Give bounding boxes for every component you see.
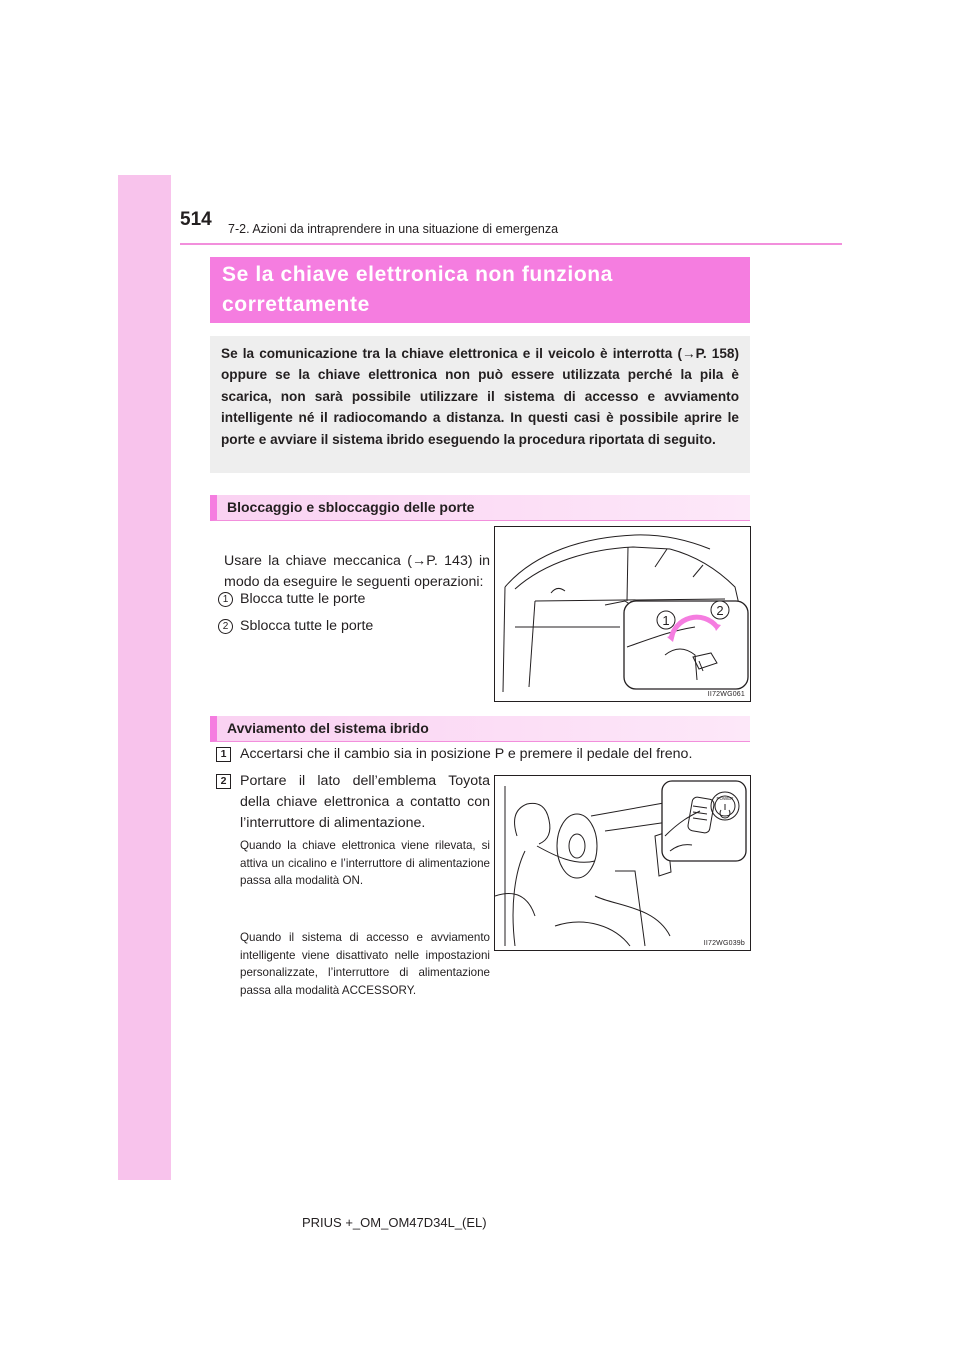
power-switch-illustration	[494, 775, 751, 951]
step-2-text: Portare il lato dell’emblema Toyota della chiave elettronica a contatto con l’interruttore di alimentazione.	[240, 773, 490, 831]
door-key-illustration	[494, 526, 751, 702]
item-label-unlock: Sblocca tutte le porte	[240, 618, 374, 634]
step-1-text: Accertarsi che il cambio sia in posizione P e premere il pedale del freno.	[240, 746, 693, 762]
footer-document-code: PRIUS +_OM_OM47D34L_(EL)	[302, 1215, 487, 1230]
callout-2: 2	[716, 603, 724, 618]
step-number-2: 2	[216, 774, 231, 789]
page-title-line-2: correttamente	[222, 293, 370, 316]
page-title-line-1: Se la chiave elettronica non funziona	[222, 263, 613, 286]
figure-code-starting: II72WG039b	[703, 940, 745, 947]
intro-box	[210, 336, 750, 473]
item-number-2: 2	[218, 619, 233, 634]
step-number-1: 1	[216, 747, 231, 762]
section-title: 7-2. Azioni da intraprendere in una situazione di emergenza	[228, 222, 559, 236]
chapter-side-tab	[118, 175, 171, 1180]
callout-1: 1	[662, 613, 670, 628]
starting-heading: Avviamento del sistema ibrido	[210, 716, 750, 742]
page-title	[210, 257, 750, 323]
car-door-drawing	[495, 527, 750, 701]
page-number: 514	[180, 209, 212, 230]
note-on-mode: Quando la chiave elettronica viene rilevata, si attiva un cicalino e l’interruttore di alimentazione passa alla modalità ON.	[240, 839, 490, 888]
power-switch-label: POWER	[716, 796, 734, 801]
locking-text: Usare la chiave meccanica (→P. 143) in modo da eseguire le seguenti operazioni:	[224, 553, 490, 590]
item-label-lock: Blocca tutte le porte	[240, 591, 366, 607]
item-number-1: 1	[218, 592, 233, 607]
locking-heading: Bloccaggio e sbloccaggio delle porte	[210, 495, 750, 521]
note-accessory-mode: Quando il sistema di accesso e avviamento intelligente viene disattivato nelle impostazioni personalizzate, l’interruttore di alimentazione passa alla modalità ACCESSORY.	[240, 931, 490, 997]
figure-code-locking: II72WG061	[707, 691, 745, 698]
header-rule	[180, 243, 842, 245]
intro-text: Se la comunicazione tra la chiave elettronica e il veicolo è interrotta (→P. 158) oppure se la chiave elettronica non può essere utilizzata perché la pila è scarica, non sarà possibile utilizzare il sistema di accesso e avviamento intelligente né il radiocomando a distanza. In questi casi è possibile aprire le porte e avviare il sistema ibrido eseguendo la procedura riportata di seguito.	[221, 346, 739, 447]
cabin-drawing	[495, 776, 750, 950]
